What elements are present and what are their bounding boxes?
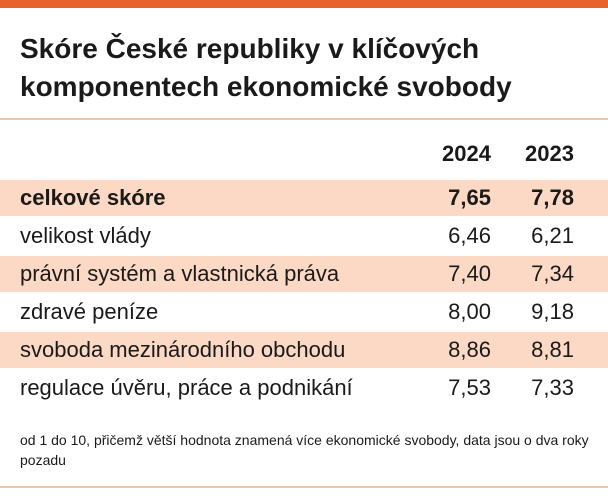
row-value-2023: 7,78: [531, 185, 574, 210]
row-label: celkové skóre: [20, 185, 166, 210]
row-label: zdravé peníze: [20, 299, 159, 324]
table-row: [0, 218, 608, 254]
divider-bottom: [0, 486, 608, 488]
column-header-2023: 2023: [525, 141, 574, 166]
table-row: [0, 332, 608, 368]
row-label: regulace úvěru, práce a podnikání: [20, 375, 353, 400]
row-value-2024: 8,86: [448, 337, 491, 362]
row-value-2023: 9,18: [531, 299, 574, 324]
row-value-2023: 7,34: [531, 261, 574, 286]
accent-bar: [0, 0, 608, 8]
row-label: svoboda mezinárodního obchodu: [20, 337, 346, 362]
row-value-2023: 8,81: [531, 337, 574, 362]
divider-top: [0, 118, 608, 120]
row-value-2024: 6,46: [448, 223, 491, 248]
row-label: právní systém a vlastnická práva: [20, 261, 340, 286]
table-row: [0, 180, 608, 216]
row-value-2023: 6,21: [531, 223, 574, 248]
table-row: [0, 294, 608, 330]
row-value-2024: 8,00: [448, 299, 491, 324]
row-value-2024: 7,65: [448, 185, 491, 210]
row-value-2023: 7,33: [531, 375, 574, 400]
footnote: od 1 do 10, přičemž větší hodnota znamená více ekonomické svobody, data jsou o dva roky pozadu: [20, 432, 589, 468]
table-row: [0, 256, 608, 292]
row-value-2024: 7,40: [448, 261, 491, 286]
row-value-2024: 7,53: [448, 375, 491, 400]
table-header: [0, 136, 608, 172]
column-header-2024: 2024: [442, 141, 491, 166]
chart-title: Skóre České republiky v klíčových komponentech ekonomické svobody: [20, 33, 512, 102]
table-row: [0, 370, 608, 406]
row-label: velikost vlády: [20, 223, 151, 248]
